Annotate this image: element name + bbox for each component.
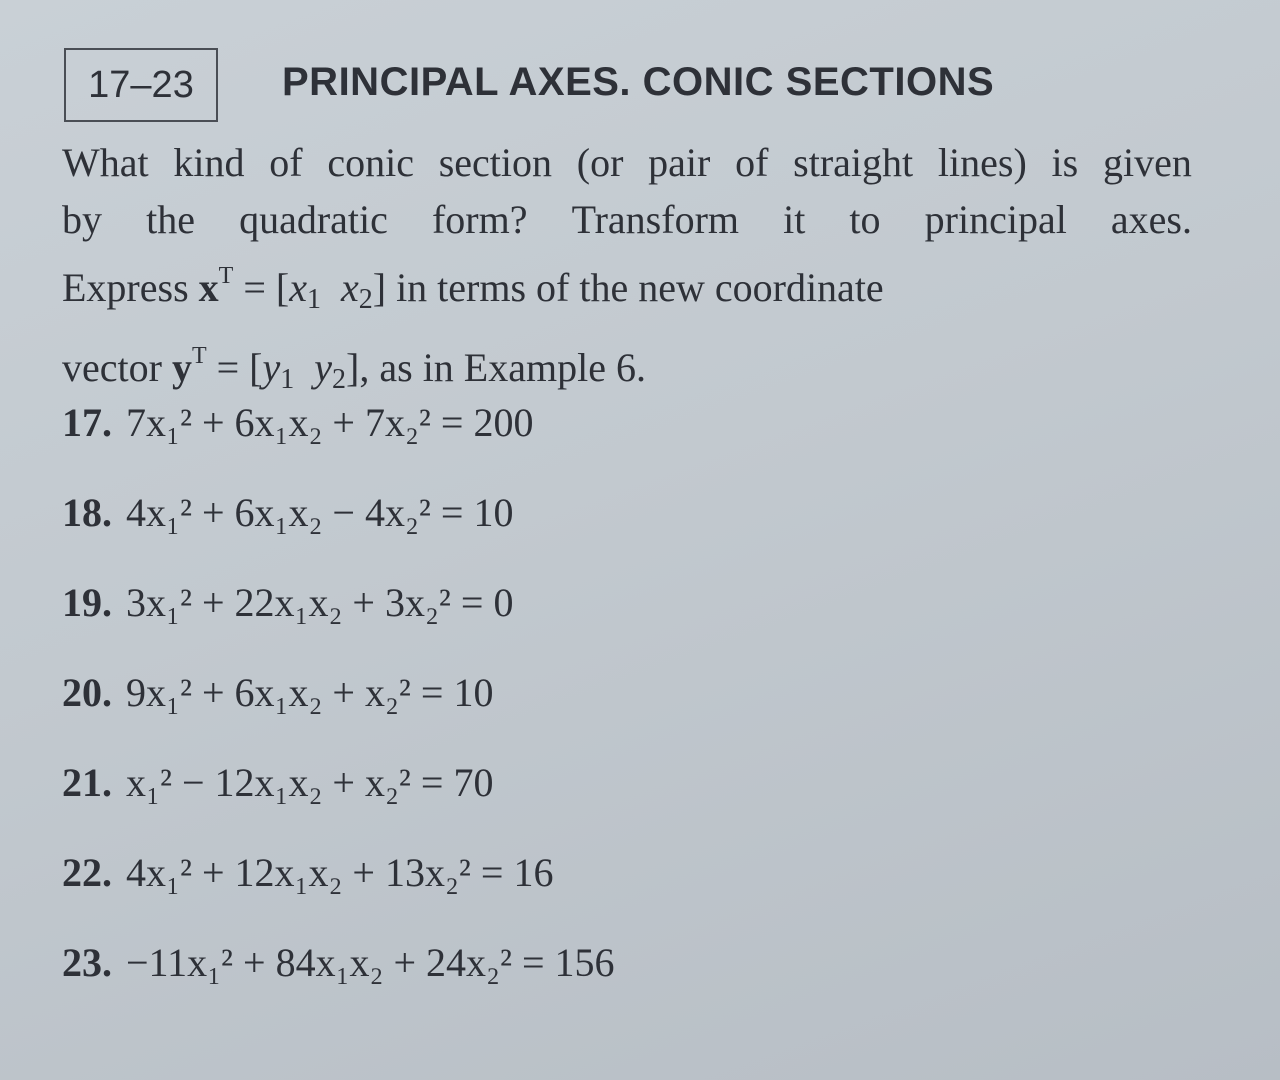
close-bracket: ] (346, 345, 360, 390)
problem-number: 22. (62, 850, 112, 895)
transpose-mark: T (218, 263, 234, 289)
transpose-mark: T (191, 343, 207, 369)
problem-number: 19. (62, 580, 112, 625)
instruction-word: the (146, 197, 195, 242)
vector-word: vector (62, 345, 172, 390)
problem-item (62, 388, 1162, 478)
problem-number: 23. (62, 940, 112, 985)
close-bracket: ] (372, 265, 387, 310)
instruction-word: kind (173, 140, 245, 185)
instructions-line-2 (62, 191, 1192, 248)
y2-subscript: 2 (332, 364, 347, 395)
instruction-word: What (62, 140, 149, 185)
instruction-word: given (1102, 140, 1192, 185)
problem-equation: 3x₁² + 22x₁x₂ + 3x₂² = 0 (126, 580, 514, 625)
vector-x-symbol: x (198, 265, 219, 310)
problem-equation: 7x₁² + 6x₁x₂ + 7x₂² = 200 (126, 400, 534, 445)
line3-suffix: in terms of the new coordinate (386, 265, 884, 310)
problem-equation: 4x₁² + 12x₁x₂ + 13x₂² = 16 (126, 850, 554, 895)
problem-list (62, 388, 1162, 1018)
instructions-paragraph (62, 134, 1192, 408)
instruction-word: straight (793, 140, 914, 185)
y1-symbol: y (262, 345, 281, 390)
equals-bracket: = [ (233, 265, 290, 310)
instruction-word: pair (648, 140, 711, 185)
y1-subscript: 1 (280, 364, 295, 395)
instructions-line-1 (62, 134, 1192, 191)
section-number: 17–23 (88, 64, 194, 106)
y2-symbol: y (314, 345, 333, 390)
x2-subscript: 2 (358, 284, 373, 315)
problem-number: 20. (62, 670, 112, 715)
problem-equation: 4x₁² + 6x₁x₂ − 4x₂² = 10 (126, 490, 514, 535)
instruction-word: conic (327, 140, 414, 185)
problem-number: 17. (62, 400, 112, 445)
instruction-word: Transform (571, 197, 739, 242)
instruction-word: quadratic (239, 197, 388, 242)
instruction-word: to (849, 197, 881, 242)
problem-equation: 9x₁² + 6x₁x₂ + x₂² = 10 (126, 670, 494, 715)
instruction-word: is (1051, 140, 1079, 185)
instruction-word: lines) (937, 140, 1027, 185)
problem-item (62, 748, 1162, 838)
instruction-word: it (783, 197, 806, 242)
x1-subscript: 1 (306, 284, 321, 315)
instruction-word: axes. (1110, 197, 1192, 242)
problem-equation: x₁² − 12x₁x₂ + x₂² = 70 (126, 760, 494, 805)
problem-number: 21. (62, 760, 112, 805)
problem-item (62, 478, 1162, 568)
instructions-line-3 (62, 248, 1192, 328)
instruction-word: form? (431, 197, 528, 242)
section-title: PRINCIPAL AXES. CONIC SECTIONS (282, 60, 995, 104)
problem-item (62, 658, 1162, 748)
express-word: Express (62, 265, 189, 310)
problem-item (62, 928, 1162, 1018)
section-number-box (64, 48, 218, 122)
instruction-word: principal (924, 197, 1067, 242)
x1-symbol: x (289, 265, 307, 310)
instruction-word: (or (576, 140, 624, 185)
instruction-word: of (735, 140, 769, 185)
instruction-word: of (269, 140, 303, 185)
instruction-word: by (62, 197, 102, 242)
problem-item (62, 568, 1162, 658)
x2-symbol: x (340, 265, 359, 310)
problem-number: 18. (62, 490, 112, 535)
problem-equation: −11x₁² + 84x₁x₂ + 24x₂² = 156 (126, 940, 615, 985)
line4-suffix: , as in Example 6. (359, 345, 646, 390)
equals-bracket: = [ (206, 345, 263, 390)
instruction-word: section (438, 140, 553, 185)
problem-item (62, 838, 1162, 928)
vector-y-symbol: y (171, 345, 192, 390)
